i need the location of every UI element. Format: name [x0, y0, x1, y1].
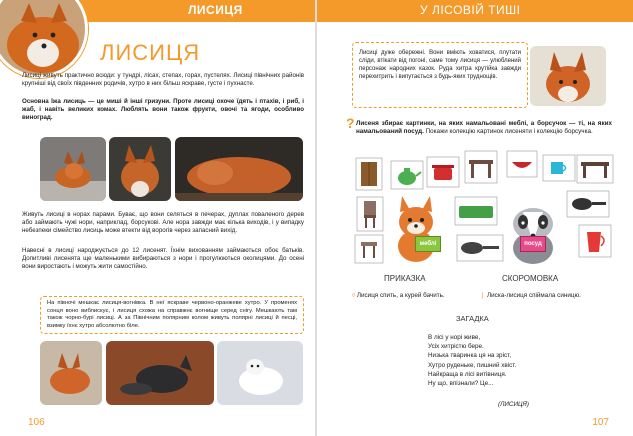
photo-silver-fox: [106, 341, 214, 405]
riddle-line: Усіх хитрістю бере.: [428, 343, 484, 351]
task-bold: Лисеня збирає картинки, на яких намальовані меблі, а борсучок — ті, на яких намальований посуд.: [356, 120, 612, 136]
riddle-line: В лісі у норі живе,: [428, 334, 481, 341]
label-proverb: ПРИКАЗКА: [384, 274, 426, 283]
riddle-title: ЗАГАДКА: [456, 314, 489, 323]
photo-red-fox: [40, 341, 102, 405]
paragraph-habitat: Лисиці живуть практично всюди: у тундрі, лісах, степах, горах, пустелях. Лисиці північних районів крупніші від своїх південних родичів, хутро в них більш яскраве, густе і пухнасте.: [22, 72, 304, 88]
card-pot[interactable]: [426, 156, 460, 193]
photo-arctic-fox: [217, 341, 303, 405]
diamond-icon: ◊: [352, 292, 356, 299]
photo-fox-portrait-2: [109, 137, 171, 201]
card-sofa[interactable]: [454, 196, 498, 231]
task-rest: Покажи колекцію картинок лисеняти і колекцію борсучка.: [425, 128, 593, 136]
riddle-line: Низька тваринка ця на зріст,: [428, 352, 512, 360]
left-header-title: ЛИСИЦЯ: [188, 3, 243, 17]
right-header-title: У ЛІСОВІЙ ТИШІ: [420, 3, 521, 17]
info-note-text: На півночі мешкає лисиця-вогнівка. В неї яскраве червоно-оранжеве хутро. У променях сонця воно виблискує, і лисиця схожа на справжнє вогнище серед снігу. Мешкають там також чорно-бурі лисиці. А за Північним полярним колом живуть полярні лисиці й песці, взимку їхнє хутро абсолютно біле.: [47, 300, 297, 329]
fox-portrait-image: [0, 0, 85, 75]
proverb-text: Лисиця спить, а курей бачить.: [356, 292, 445, 299]
task-text: [356, 120, 612, 137]
bar-icon: ❘: [480, 292, 486, 299]
card-pan[interactable]: [566, 190, 610, 223]
card-cupboard[interactable]: [354, 156, 386, 197]
caution-note-text: Лисиці дуже обережні. Вони вміють ховатися, плутати сліди, втікати від погоні, саме тому лисиця — улюблений персонаж народних казок. Руда хитра крутійка завжди перехитрить і випутається з будь-яких труднощів.: [359, 50, 521, 80]
riddle-line: Хутро руденьке, пишний хвіст.: [428, 361, 517, 369]
fox-character: [386, 194, 446, 271]
card-cup[interactable]: [542, 154, 576, 187]
paragraph-cubs: Навесні в лисиці народжується до 12 лисенят. Їхнім вихованням займаються обоє батьків. Допитливі лисенята ще маленькими вибираються з нори і прогулюються околицями. До осені вони виростають і можуть жити самостійно.: [22, 247, 304, 271]
photo-fox-sleeping: [175, 137, 303, 201]
card-teapot[interactable]: [390, 160, 424, 195]
card-bowl[interactable]: [506, 150, 538, 183]
photo-fox-head: [530, 46, 606, 106]
card-frying-pan[interactable]: [456, 234, 504, 267]
card-desk[interactable]: [576, 154, 614, 189]
card-jug[interactable]: [578, 224, 612, 263]
tongue-twister-text: Лиска-лисиця спіймала синицю.: [487, 292, 581, 299]
right-page: [316, 0, 633, 436]
riddle-answer: (ЛИСИЦЯ): [498, 401, 529, 408]
riddle-line: Найкраща в лісі витівниця.: [428, 370, 507, 378]
page-number-left: 106: [28, 417, 45, 428]
photo-fox-snow-1: [40, 137, 106, 201]
left-page: [0, 0, 316, 436]
question-icon: ?: [346, 115, 355, 131]
caution-note-box: [352, 42, 528, 108]
fox-portrait-circle: [0, 0, 88, 78]
badger-sign-dishes: посуд: [520, 236, 546, 252]
page-heading: ЛИСИЦЯ: [100, 40, 201, 65]
info-note-box: [40, 296, 304, 334]
page-number-right: 107: [592, 417, 609, 428]
riddle-line: Ну що, впізнали? Це...: [428, 380, 494, 388]
proverb-line: [352, 292, 445, 299]
tongue-twister-line: [480, 292, 581, 299]
paragraph-diet: Основна їжа лисиць — це миші й інші гризуни. Проте лисиці охоче їдять і птахів, і риб, і жаб, і навіть великих комах. Люблять вони також фрукти, овочі та ягоди, особливо виноград.: [22, 98, 304, 122]
paragraph-dens: Живуть лисиці в норах парами. Буває, що вони селяться в печерах, дуплах поваленого дерев або займають чужі нори, наприклад, борсукові. Але нора завжди має кілька виходів, і у випадку небезпеки сімейство лисиць може втекти від ворогів через запасний вихід.: [22, 211, 304, 235]
card-chair[interactable]: [356, 196, 384, 237]
card-stool[interactable]: [354, 234, 384, 269]
riddle-poem: [428, 333, 516, 388]
fox-sign-furniture: меблі: [415, 236, 441, 252]
card-table[interactable]: [464, 150, 498, 189]
badger-character: [501, 196, 565, 273]
label-tongue-twister: СКОРОМОВКА: [502, 274, 559, 283]
